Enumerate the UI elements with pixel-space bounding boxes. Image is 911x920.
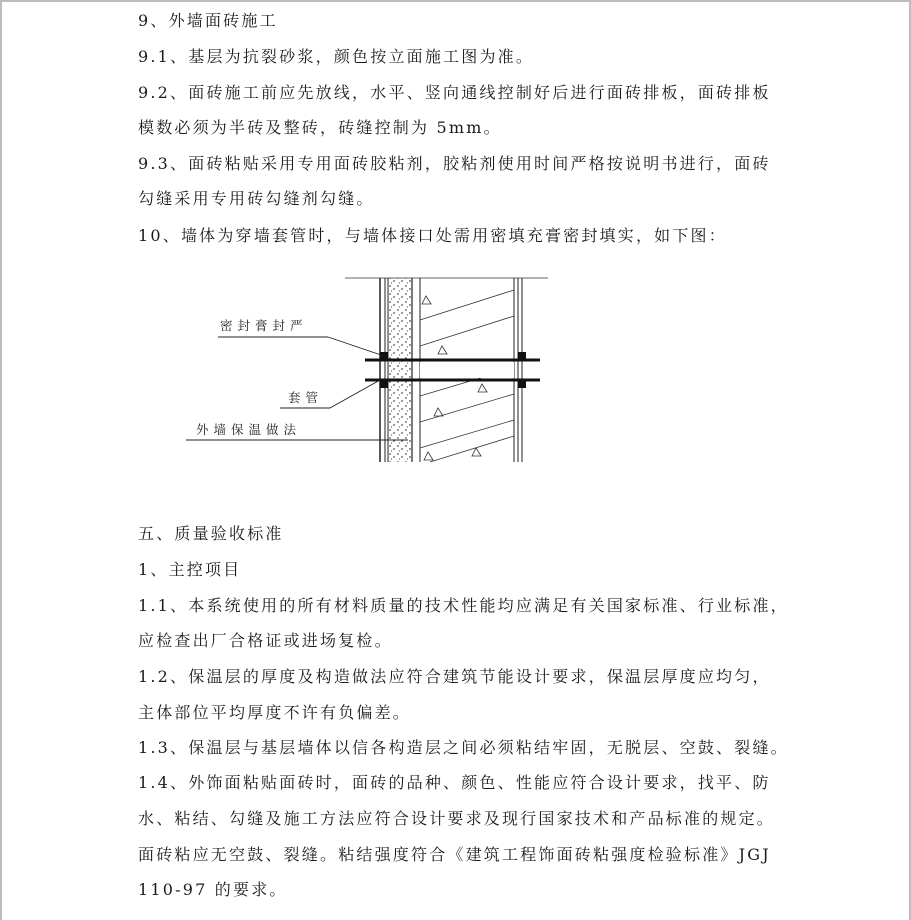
paragraph-1-4-line4: 110-97 的要求。 [138,880,288,899]
paragraph-1-3: 1.3、保温层与基层墙体以信各构造层之间必须粘结牢固，无脱层、空鼓、裂缝。 [138,738,789,757]
paragraph-1-2-line1: 1.2、保温层的厚度及构造做法应符合建筑节能设计要求，保温层厚度应均匀， [138,667,771,686]
subsection-heading-1: 1、主控项目 [138,560,242,579]
sealant-block-4 [518,380,526,388]
page-border-left [0,0,2,920]
label-sleeve: 套管 [288,390,324,405]
label-seal: 密封膏封严 [220,318,308,333]
page-border-top [0,0,911,2]
wall-sleeve-diagram [180,276,550,470]
paragraph-1-1-line2: 应检查出厂合格证或进场复检。 [138,631,393,650]
paragraph-9-1: 9.1、基层为抗裂砂浆，颜色按立面施工图为准。 [138,47,535,66]
paragraph-10: 10、墙体为穿墙套管时，与墙体接口处需用密填充膏密封填实，如下图： [138,226,727,245]
sealant-block-2 [380,380,388,388]
paragraph-9-2-line1: 9.2、面砖施工前应先放线，水平、竖向通线控制好后进行面砖排板，面砖排板 [138,83,771,102]
paragraph-1-4-line2: 水、粘结、勾缝及施工方法应符合设计要求及现行国家技术和产品标准的规定。 [138,809,776,828]
section-heading-5: 五、质量验收标准 [138,524,284,543]
paragraph-9-3-line1: 9.3、面砖粘贴采用专用面砖胶粘剂，胶粘剂使用时间严格按说明书进行，面砖 [138,154,771,173]
paragraph-1-1-line1: 1.1、本系统使用的所有材料质量的技术性能均应满足有关国家标准、行业标准， [138,596,789,615]
leader-sleeve-d [330,380,380,408]
section-heading-9: 9、外墙面砖施工 [138,11,278,30]
paragraph-1-4-line3: 面砖粘应无空鼓、裂缝。粘结强度符合《建筑工程饰面砖粘强度检验标准》JGJ [138,845,771,864]
paragraph-9-2-line2: 模数必须为半砖及整砖，砖缝控制为 5mm。 [138,118,502,137]
paragraph-1-4-line1: 1.4、外饰面粘贴面砖时，面砖的品种、颜色、性能应符合设计要求，找平、防 [138,773,771,792]
paragraph-9-3-line2: 勾缝采用专用砖勾缝剂勾缝。 [138,189,375,208]
leader-seal-d [328,337,384,356]
label-insulation: 外墙保温做法 [196,422,302,437]
sealant-block-3 [518,352,526,360]
paragraph-1-2-line2: 主体部位平均厚度不许有负偏差。 [138,703,412,722]
insulation-layer [388,278,412,462]
